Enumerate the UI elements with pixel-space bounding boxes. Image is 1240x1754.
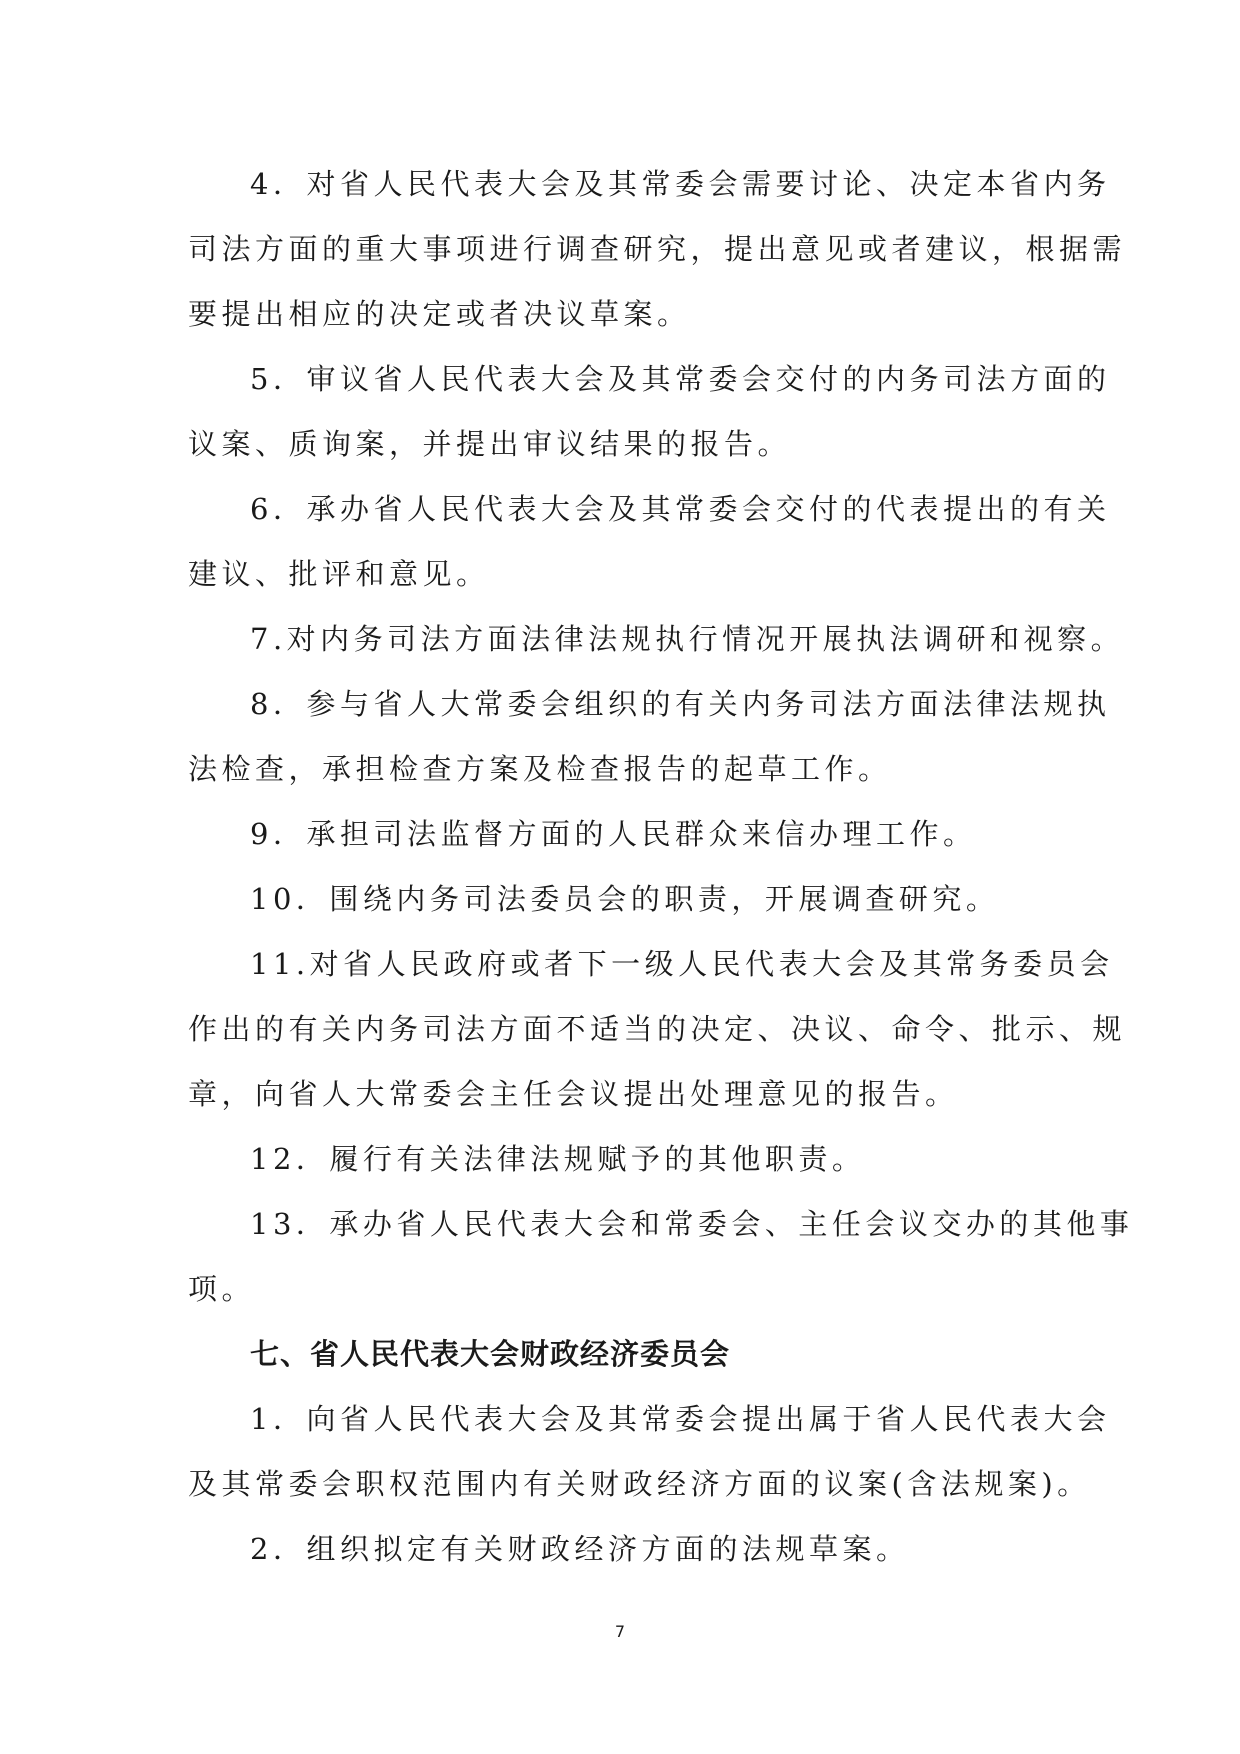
- paragraph-line: 11.对省人民政府或者下一级人民代表大会及其常务委员会: [250, 947, 1114, 981]
- paragraph-line: 6．承办省人民代表大会及其常委会交付的代表提出的有关: [250, 492, 1111, 526]
- paragraph-line: 及其常委会职权范围内有关财政经济方面的议案(含法规案)。: [188, 1467, 1091, 1501]
- paragraph-line: 要提出相应的决定或者决议草案。: [188, 297, 691, 331]
- paragraph-line: 2．组织拟定有关财政经济方面的法规草案。: [250, 1532, 910, 1566]
- paragraph-line: 法检查，承担检查方案及检查报告的起草工作。: [188, 752, 892, 786]
- paragraph-line: 8．参与省人大常委会组织的有关内务司法方面法律法规执: [250, 687, 1111, 721]
- page-number: 7: [614, 1622, 626, 1641]
- paragraph-line: 建议、批评和意见。: [188, 557, 490, 591]
- paragraph-line: 13．承办省人民代表大会和常委会、主任会议交办的其他事: [250, 1207, 1134, 1241]
- paragraph-line: 7.对内务司法方面法律法规执行情况开展执法调研和视察。: [250, 622, 1125, 656]
- paragraph-line: 司法方面的重大事项进行调查研究，提出意见或者建议，根据需: [188, 232, 1127, 266]
- paragraph-line: 作出的有关内务司法方面不适当的决定、决议、命令、批示、规: [188, 1012, 1127, 1046]
- paragraph-line: 项。: [188, 1272, 256, 1306]
- paragraph-line: 1．向省人民代表大会及其常委会提出属于省人民代表大会: [250, 1402, 1111, 1436]
- paragraph-line: 9．承担司法监督方面的人民群众来信办理工作。: [250, 817, 977, 851]
- paragraph-line: 章，向省人大常委会主任会议提出处理意见的报告。: [188, 1077, 959, 1111]
- document-body: [188, 152, 1134, 1582]
- paragraph-line: 议案、质询案，并提出审议结果的报告。: [188, 427, 792, 461]
- paragraph-line: 12．履行有关法律法规赋予的其他职责。: [250, 1142, 866, 1176]
- section-heading: 七、省人民代表大会财政经济委员会: [250, 1337, 731, 1371]
- paragraph-line: 5．审议省人民代表大会及其常委会交付的内务司法方面的: [250, 362, 1111, 396]
- paragraph-line: 10．围绕内务司法委员会的职责，开展调查研究。: [250, 882, 1000, 916]
- paragraph-line: 4．对省人民代表大会及其常委会需要讨论、决定本省内务: [250, 167, 1111, 201]
